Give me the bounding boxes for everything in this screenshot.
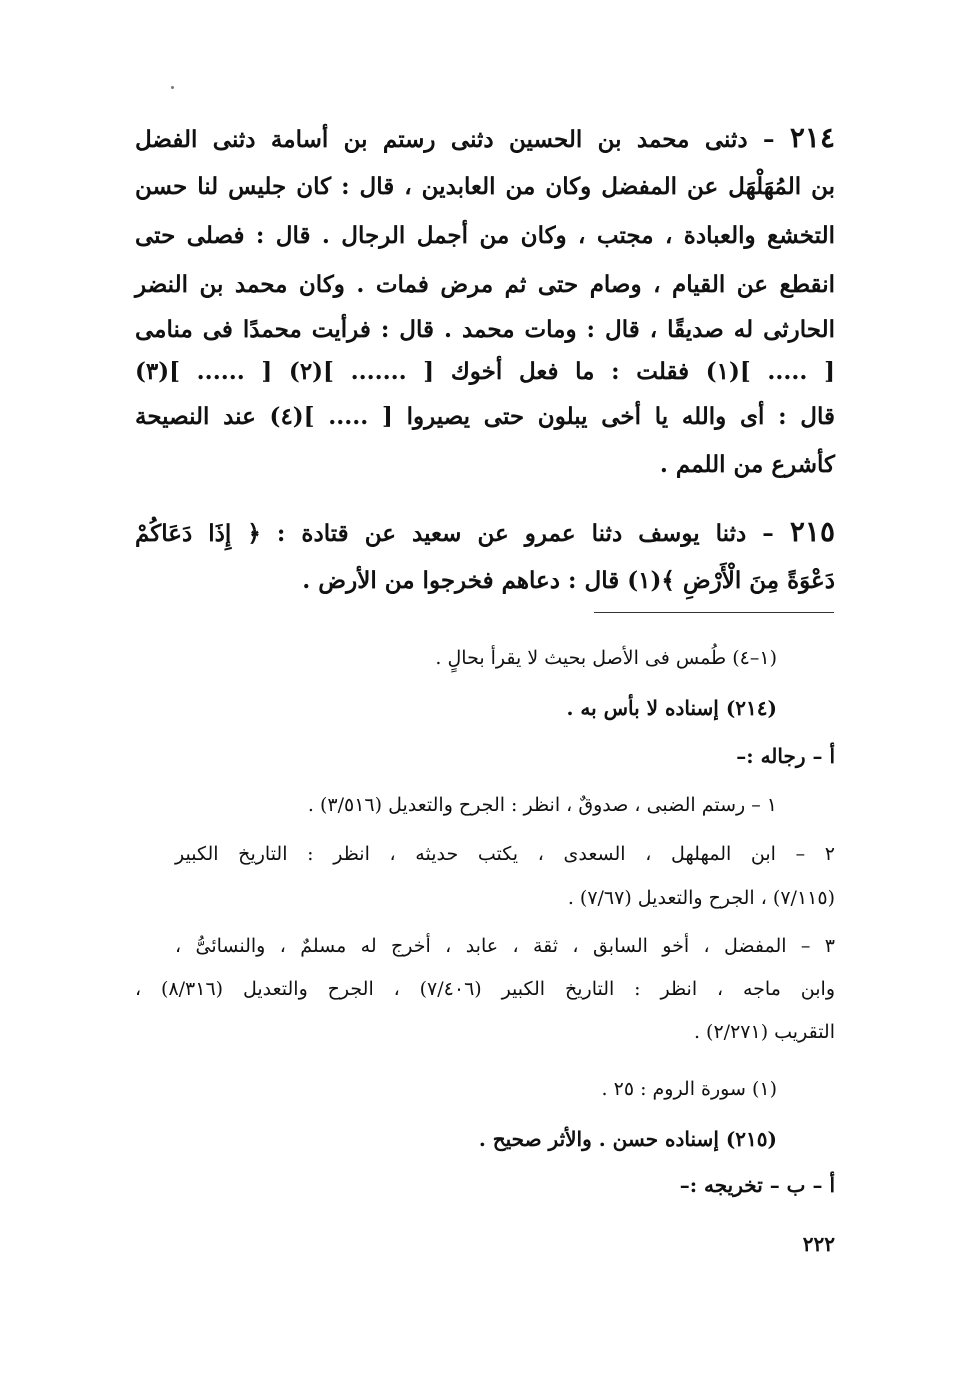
takhrij-heading: أ – ب – تخريجه :– — [679, 1173, 835, 1197]
entry-214-line-6: [ ..... ](١) فقلت : ما فعل أخوك [ ....... ](٢) [ ...... ](٣) — [135, 358, 835, 385]
rijal-item-2-line-2: (٧/١١٥) ، الجرح والتعديل (٧/٦٧) . — [567, 887, 835, 909]
entry-215-text-1: – دثنا يوسف دثنا عمرو عن سعيد عن قتادة : ﴿ إِذَا دَعَاكُمْ — [135, 520, 774, 547]
rijal-item-2-line-1: ٢ – ابن المهلهل ، السعدى ، يكتب حديثه ، انظر : التاريخ الكبير — [175, 843, 835, 865]
entry-214-line-2: بن المُهَلْهَل عن المفضل وكان من العابدين ، قال : كان جليس لنا حسن — [135, 173, 835, 200]
rijal-item-3-line-3: التقريب (٢/٢٧١) . — [693, 1021, 835, 1043]
rijal-item-1: ١ – رستم الضبى ، صدوقٌ ، انظر : الجرح والتعديل (٣/٥١٦) . — [307, 794, 777, 816]
footnote-1-4: (١–٤) طُمس فى الأصل بحيث لا يقرأ بحالٍ . — [435, 647, 777, 669]
rijal-item-3-line-1: ٣ – المفضل ، أخو السابق ، ثقة ، عابد ، أخرج له مسلمٌ ، والنسائىُّ ، — [175, 935, 835, 957]
entry-215-line-1 — [135, 511, 835, 555]
entry-215-line-2: دَعْوَةً مِنَ الْأَرْضِ ﴾(١) قال : دعاهم فخرجوا من الأرض . — [302, 567, 835, 594]
entry-214-line-1 — [135, 117, 835, 161]
entry-215-number: ٢١٥ — [789, 515, 835, 548]
page-speck — [171, 86, 174, 89]
entry-214-number: ٢١٤ — [789, 121, 835, 154]
isnad-214: (٢١٤) إسناده لا بأس به . — [566, 696, 777, 720]
entry-214-line-7: قال : أى والله يا أخى يبلون حتى يصيروا [ ..... ](٤) عند النصيحة — [135, 403, 835, 430]
entry-214-text-1: – دثنى محمد بن الحسين دثنى رستم بن أسامة دثنى الفضل — [135, 126, 775, 153]
entry-214-line-3: التخشع والعبادة ، مجتب ، وكان من أجمل الرجال . قال : فصلى حتى — [135, 222, 835, 249]
page-number: ٢٢٢ — [802, 1232, 835, 1256]
entry-214-line-8: كأشرع من اللمم . — [659, 451, 835, 478]
footnote-215-1: (١) سورة الروم : ٢٥ . — [601, 1078, 777, 1100]
rijal-item-3-line-2: وابن ماجه ، انظر : التاريخ الكبير (٧/٤٠٦) ، الجرح والتعديل (٨/٣١٦) ، — [135, 978, 835, 1000]
isnad-215: (٢١٥) إسناده حسن . والأثر صحيح . — [478, 1127, 777, 1151]
entry-214-line-5: الحارثى له صديقًا ، قال : ومات محمد . قال : فرأيت محمدًا فى منامى — [135, 316, 835, 343]
entry-214-line-4: انقطع عن القيام ، وصام حتى ثم مرض فمات . وكان محمد بن النضر — [135, 271, 835, 298]
footnote-separator — [594, 612, 834, 613]
rijal-heading: أ – رجاله :– — [736, 744, 835, 768]
